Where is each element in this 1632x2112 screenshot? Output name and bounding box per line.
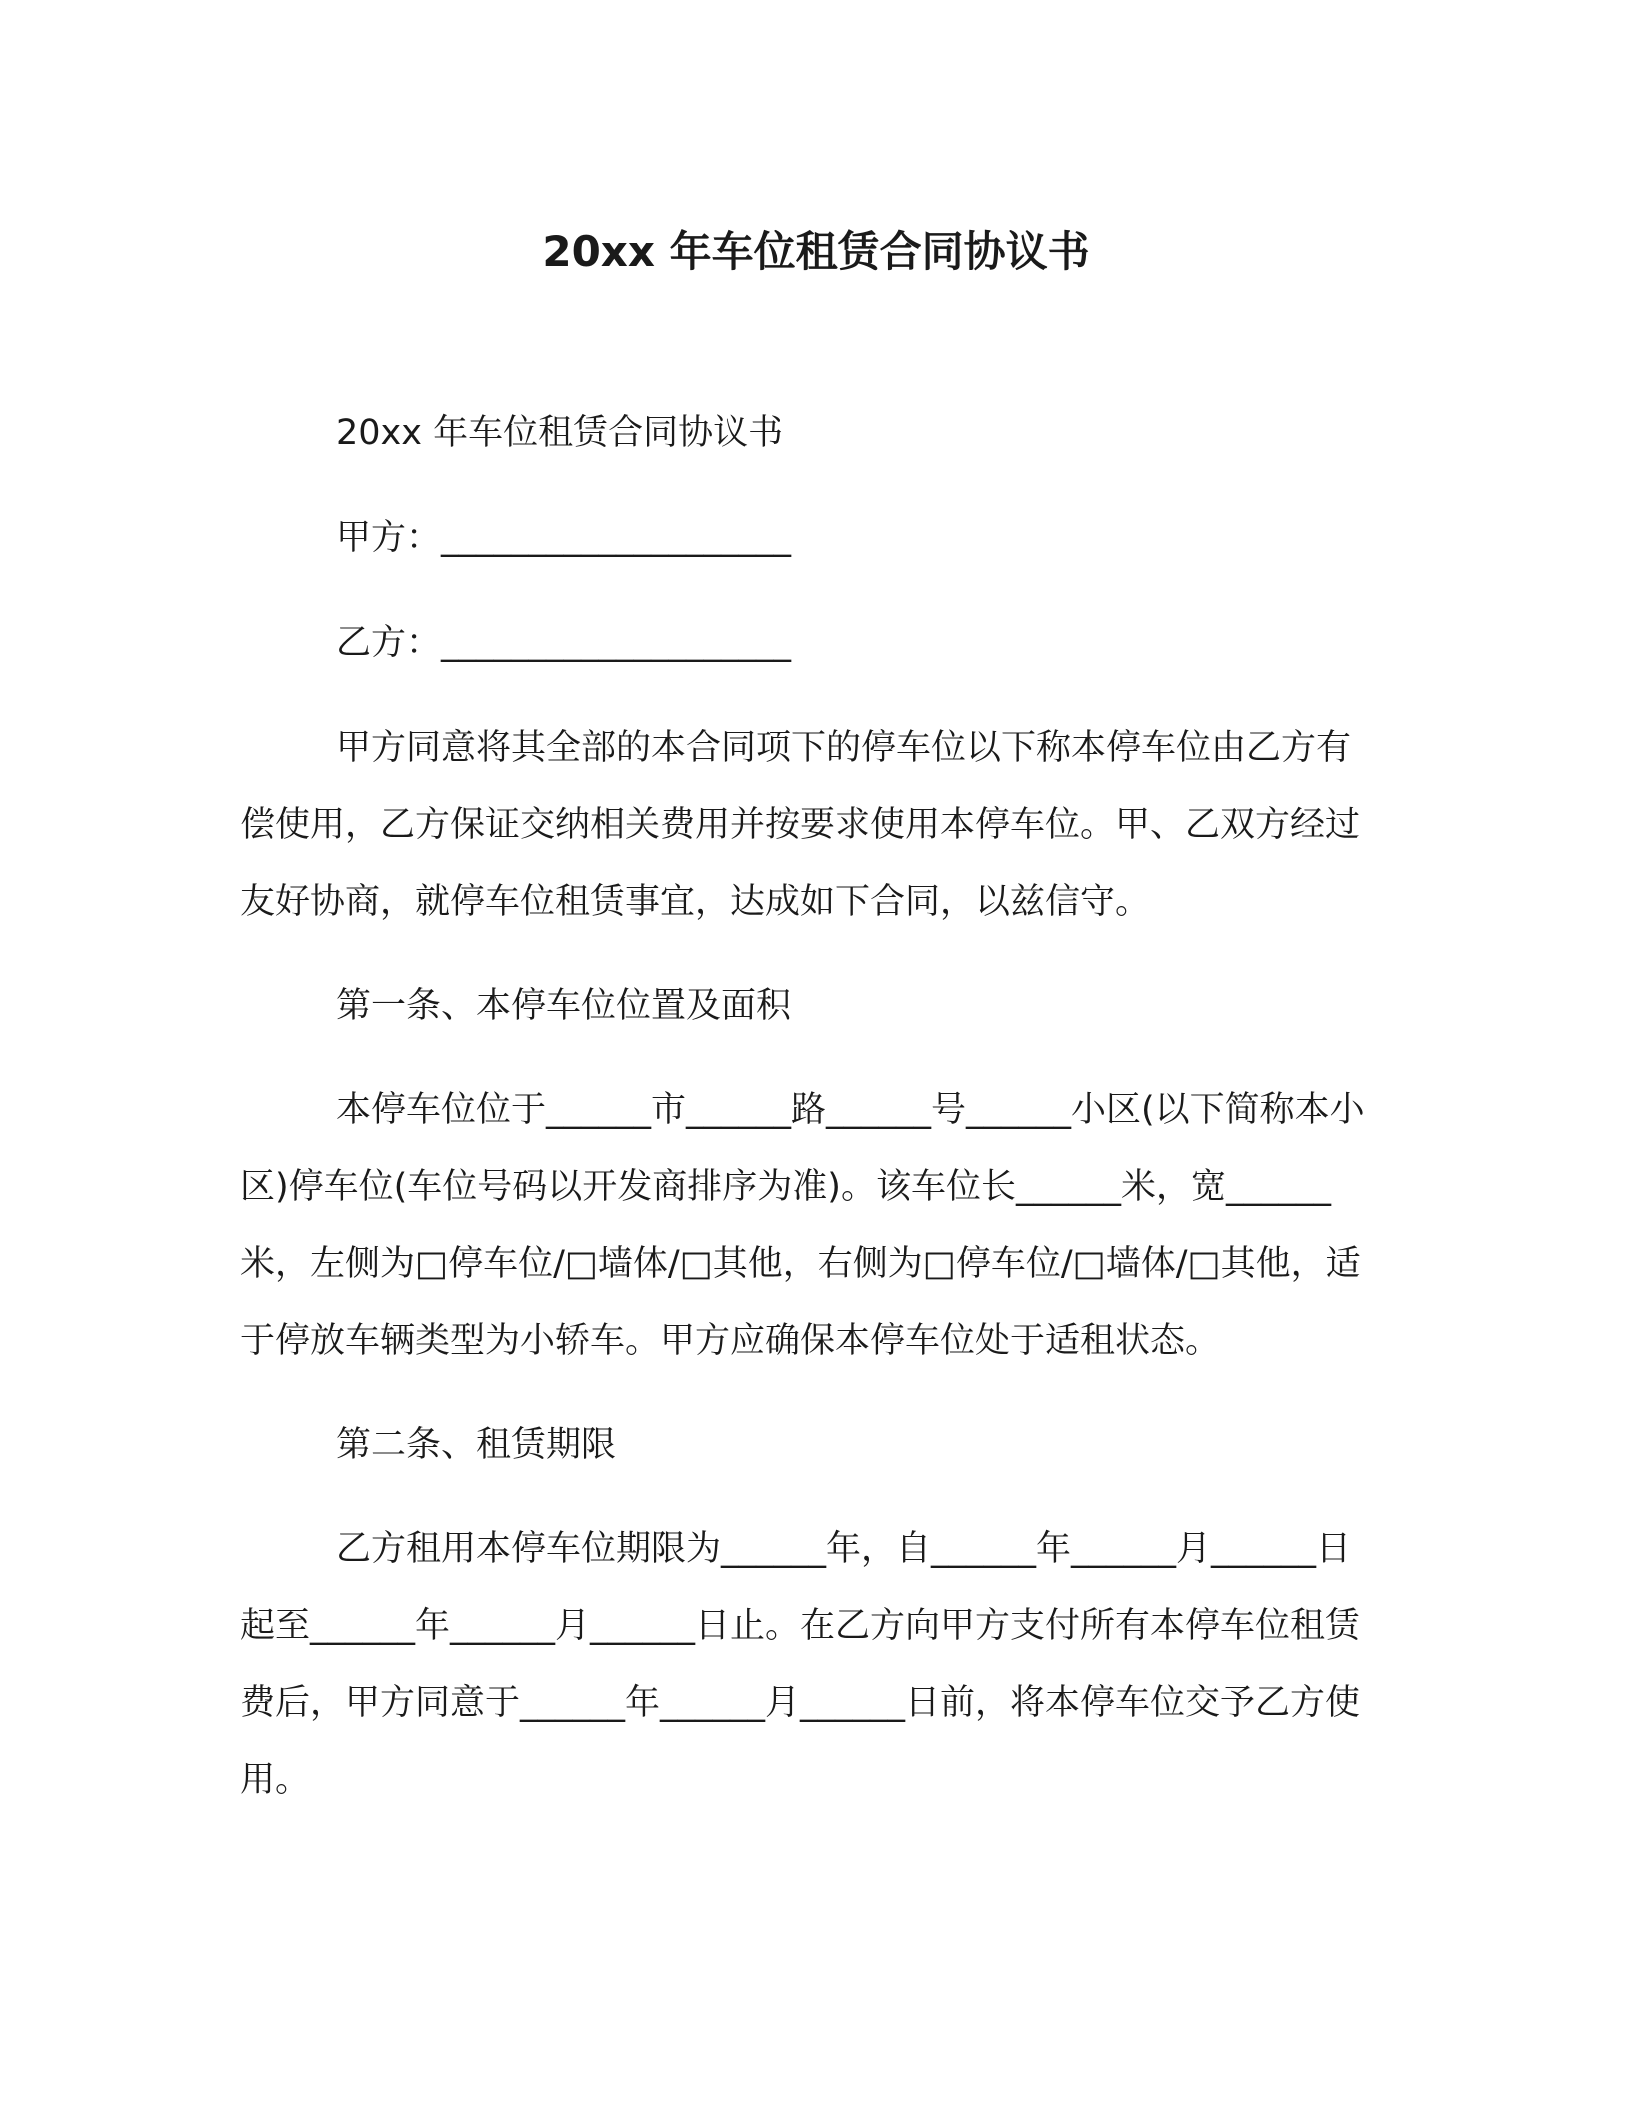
paragraph-intro: 甲方同意将其全部的本合同项下的停车位以下称本停车位由乙方有偿使用，乙方保证交纳相关费用并按要求使用本停车位。甲、乙双方经过友好协商，就停车位租赁事宜，达成如下合同，以兹信守。 [240,728,1361,922]
article-2-heading: 第二条、租赁期限 [336,1425,617,1465]
document-title: 20xx 年车位租赁合同协议书 [542,227,1090,276]
party-b-line: 乙方：____________________ [336,623,792,663]
article-1-heading: 第一条、本停车位位置及面积 [336,986,792,1026]
article-2-body: 乙方租用本停车位期限为______年，自______年______月______日起至______年______月______日止。在乙方向甲方支付所有本停车位租赁费后，甲方同意于______年______月______日前，将本停车位交予乙方使用。 [240,1529,1361,1800]
party-a-line: 甲方：____________________ [336,518,792,558]
document-body [240,395,1370,1819]
paragraph-heading: 20xx 年车位租赁合同协议书 [336,413,784,453]
article-1-body: 本停车位位于______市______路______号______小区(以下简称本小区)停车位(车位号码以开发商排序为准)。该车位长______米，宽______米，左侧为□停车位/□墙体/□其他，右侧为□停车位/□墙体/□其他，适于停放车辆类型为小轿车。甲方应确保本停车位处于适租状态。 [240,1090,1365,1361]
